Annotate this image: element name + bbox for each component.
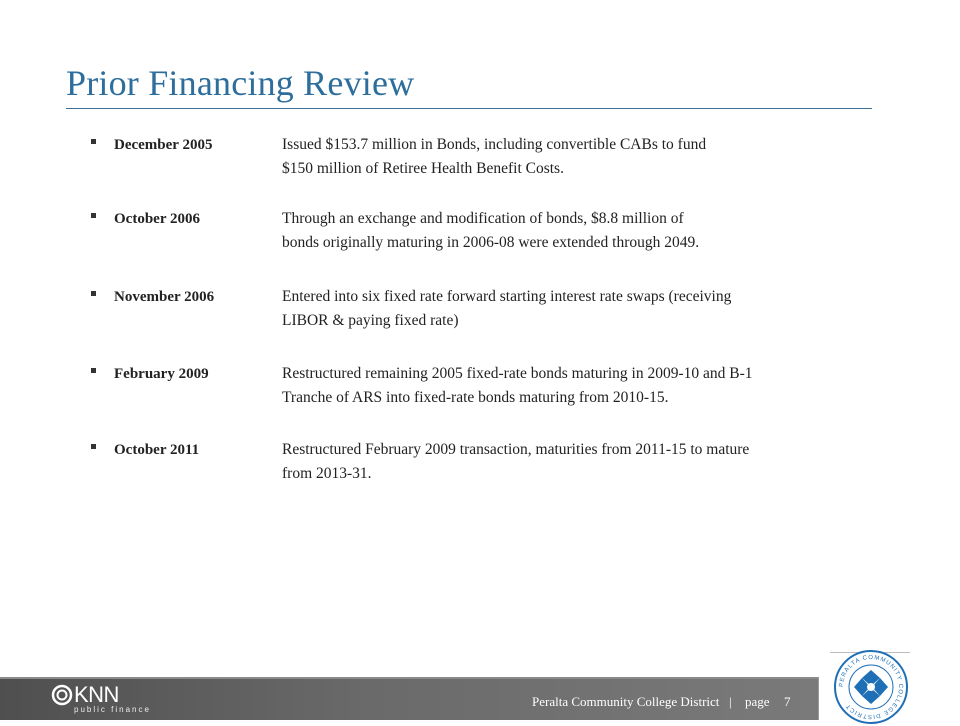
item-description: [282, 438, 852, 486]
bullet-icon: [91, 213, 96, 218]
item-description: [282, 362, 852, 410]
item-description-line: Through an exchange and modification of bonds, $8.8 million of: [282, 210, 684, 227]
footer-district: Peralta Community College District: [532, 694, 720, 709]
footer-divider: [818, 677, 819, 720]
item-description: [282, 133, 852, 181]
college-seal-icon: [832, 648, 910, 726]
svg-text:PERALTA COMMUNITY COLLEGE DIST: PERALTA COMMUNITY COLLEGE DISTRICT: [838, 654, 904, 720]
item-description-line: Tranche of ARS into fixed-rate bonds maturing from 2010-15.: [282, 389, 669, 406]
list-item: [0, 362, 900, 422]
list-item: [0, 133, 900, 193]
page-title: Prior Financing Review: [66, 63, 415, 103]
bullet-icon: [91, 139, 96, 144]
item-description-line: LIBOR & paying fixed rate): [282, 312, 459, 329]
list-item: [0, 438, 900, 498]
footer-separator: |: [729, 694, 732, 709]
item-description: [282, 207, 852, 255]
item-description-line: Issued $153.7 million in Bonds, including convertible CABs to fund: [282, 136, 707, 153]
item-description: [282, 285, 852, 333]
item-date: October 2006: [114, 211, 200, 227]
footer-page-label: page: [745, 694, 770, 709]
item-description-line: Entered into six fixed rate forward starting interest rate swaps (receiving: [282, 288, 732, 305]
list-item: [0, 207, 900, 267]
item-description-line: from 2013-31.: [282, 465, 372, 482]
item-date: February 2009: [114, 366, 209, 382]
footer-page-number: 7: [784, 694, 791, 709]
item-date: November 2006: [114, 289, 215, 305]
bullet-icon: [91, 291, 96, 296]
bullet-icon: [91, 368, 96, 373]
knn-logo-subtext: public finance: [74, 705, 151, 714]
bullet-icon: [91, 444, 96, 449]
item-description-line: Restructured remaining 2005 fixed-rate bonds maturing in 2009-10 and B-1: [282, 365, 753, 382]
item-date: December 2005: [114, 137, 213, 153]
item-description-line: bonds originally maturing in 2006-08 were extended through 2049.: [282, 234, 700, 251]
list-item: [0, 285, 900, 345]
item-date: October 2011: [114, 442, 200, 458]
item-description-line: $150 million of Retiree Health Benefit Costs.: [282, 160, 564, 177]
item-description-line: Restructured February 2009 transaction, maturities from 2011-15 to mature: [282, 441, 750, 458]
knn-logo-text: KNN: [74, 682, 119, 707]
title-divider: [66, 108, 872, 109]
